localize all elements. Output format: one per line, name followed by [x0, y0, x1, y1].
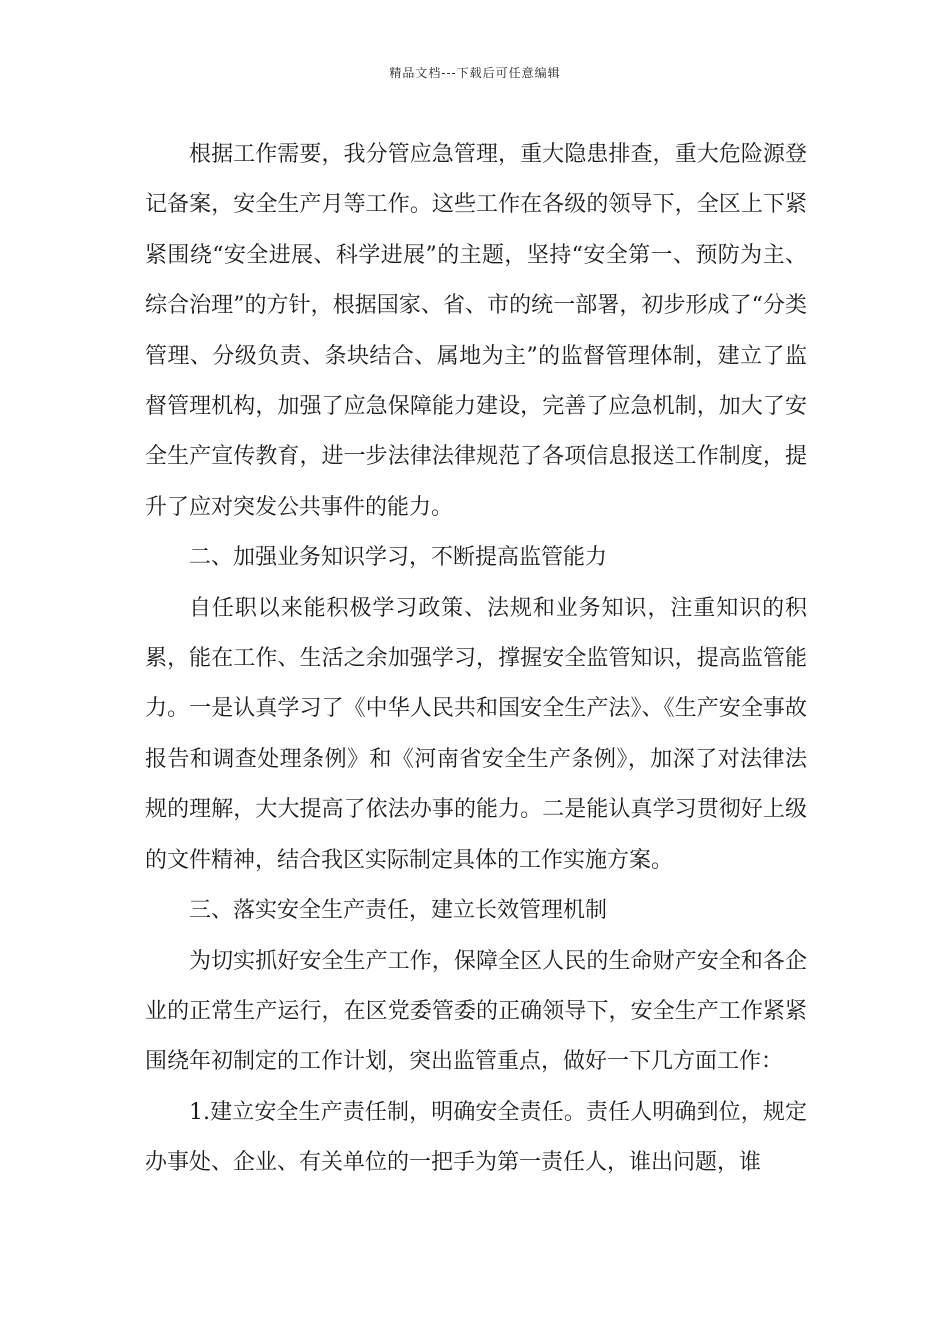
- paragraph-item-1: 1.建立安全生产责任制，明确安全责任。责任人明确到位，规定办事处、企业、有关单位的一把手为第一责任人，谁出问题，谁: [145, 1099, 807, 1176]
- paragraph-study: 自任职以来能积极学习政策、法规和业务知识，注重知识的积累，能在工作、生活之余加强学习，撑握安全监管知识，提高监管能力。一是认真学习了《中华人民共和国安全生产法》、《生产安全事故报告和调查处理条例》和《河南省安全生产条例》，加深了对法律法规的理解，大大提高了依法办事的能力。二是能认真学习贯彻好上级的文件精神，结合我区实际制定具体的工作实施方案。: [145, 595, 807, 873]
- section-heading-3: 三、落实安全生产责任，建立长效管理机制: [189, 898, 608, 924]
- section-heading-2: 二、加强业务知识学习，不断提高监管能力: [189, 545, 608, 571]
- page-header: 精品文档---下载后可任意编辑: [389, 66, 561, 80]
- paragraph-intro: 根据工作需要，我分管应急管理，重大隐患排查，重大危险源登记备案，安全生产月等工作。这些工作在各级的领导下，全区上下紧紧围绕“安全进展、科学进展”的主题，坚持“安全第一、预防为主、综合治理”的方针，根据国家、省、市的统一部署，初步形成了“分类管理、分级负责、条块结合、属地为主”的监督管理体制，建立了监督管理机构，加强了应急保障能力建设，完善了应急机制，加大了安全生产宣传教育，进一步法律法律规范了各项信息报送工作制度，提升了应对突发公共事件的能力。: [145, 142, 807, 520]
- document-body: [145, 130, 807, 1189]
- paragraph-responsibility: 为切实抓好安全生产工作，保障全区人民的生命财产安全和各企业的正常生产运行，在区党委管委的正确领导下，安全生产工作紧紧围绕年初制定的工作计划，突出监管重点，做好一下几方面工作：: [145, 948, 807, 1075]
